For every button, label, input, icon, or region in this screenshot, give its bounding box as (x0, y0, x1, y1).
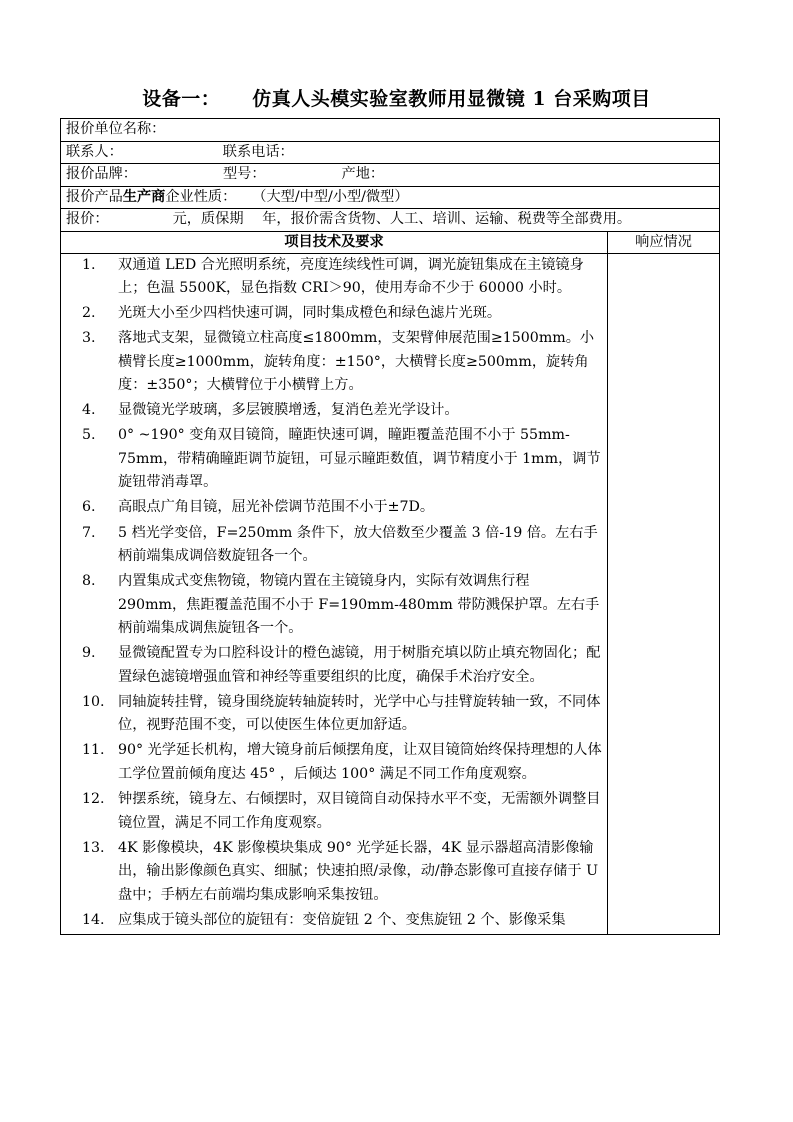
producer-bold: 生产商 (122, 188, 166, 205)
row-header (61, 231, 720, 253)
header-response: 响应情况 (608, 231, 720, 253)
requirement-item (66, 399, 602, 423)
producer-suffix: 企业性质： (165, 188, 237, 205)
requirement-number: 10. (82, 693, 105, 710)
requirement-number: 13. (82, 839, 105, 856)
requirement-text: 落地式支架，显微镜立柱高度≤1800mm，支架臂伸展范围≥1500mm。小横臂长度≥1000mm，旋转角度：±150°，大横臂长度≥500mm，旋转角度：±350°；大横臂位于小横臂上方。 (118, 330, 595, 394)
requirement-number: 6. (82, 499, 96, 516)
origin-label: 产地： (341, 166, 385, 183)
requirement-item (66, 327, 602, 398)
requirement-item (66, 739, 602, 786)
row-quote-unit (61, 119, 720, 142)
requirements-list (66, 254, 602, 933)
requirement-text: 显微镜光学玻璃，多层镀膜增透，复消色差光学设计。 (118, 402, 459, 419)
requirement-item (66, 424, 602, 495)
requirement-text: 光斑大小至少四档快速可调，同时集成橙色和绿色滤片光斑。 (118, 305, 502, 322)
requirement-text: 内置集成式变焦物镜，物镜内置在主镜镜身内，实际有效调焦行程 290mm，焦距覆盖范围不小于 F=190mm-480mm 带防溅保护罩。左右手柄前端集成调焦旋钮各一个。 (118, 573, 600, 637)
requirement-number: 4. (82, 402, 96, 419)
response-cell (608, 253, 720, 934)
requirement-text: 0° ~190° 变角双目镜筒，瞳距快速可调，瞳距覆盖范围不小于 55mm-75mm，带精确瞳距调节旋钮，可显示瞳距数值，调节精度小于 1mm，调节旋钮带消毒罩。 (118, 427, 601, 491)
producer-types: （大型/中型/小型/微型） (252, 188, 409, 205)
row-brand (61, 164, 720, 187)
requirement-item (66, 302, 602, 326)
requirement-item (66, 570, 602, 641)
requirement-text: 钟摆系统，镜身左、右倾摆时，双目镜筒自动保持水平不变，无需额外调整目镜位置，满足不同工作角度观察。 (118, 791, 601, 831)
contact-label: 联系人： (66, 143, 123, 160)
procurement-table (60, 118, 720, 935)
requirement-number: 14. (82, 911, 105, 928)
requirement-item (66, 496, 602, 520)
row-contact (61, 141, 720, 164)
requirement-item (66, 254, 602, 301)
price-terms: 元，质保期 年，报价需含货物、人工、培训、运输、税费等全部费用。 (172, 211, 632, 228)
requirement-item (66, 691, 602, 738)
requirement-item (66, 642, 602, 689)
requirement-text: 显微镜配置专为口腔科设计的橙色滤镜，用于树脂充填以防止填充物固化；配置绿色滤镜增强血管和神经等重要组织的比度，确保手术治疗安全。 (118, 645, 601, 685)
requirement-number: 3. (82, 330, 96, 347)
requirement-text: 应集成于镜头部位的旋钮有：变倍旋钮 2 个、变焦旋钮 2 个、影像采集 (118, 911, 566, 928)
requirement-number: 8. (82, 573, 96, 590)
requirement-text: 90° 光学延长机构，增大镜身前后倾摆角度，让双目镜筒始终保持理想的人体工学位置前倾角度达 45° ，后倾达 100° 满足不同工作角度观察。 (118, 742, 602, 782)
requirement-item (66, 837, 602, 908)
requirement-text: 双通道 LED 合光照明系统，亮度连续线性可调，调光旋钮集成在主镜镜身上；色温 5500K，显色指数 CRI＞90，使用寿命不少于 60000 小时。 (118, 256, 584, 296)
phone-label: 联系电话： (222, 143, 294, 160)
row-requirements (61, 253, 720, 934)
row-price (61, 209, 720, 232)
requirement-text: 同轴旋转挂臂，镜身围绕旋转轴旋转时，光学中心与挂臂旋转轴一致，不同体位，视野范围不变，可以使医生体位更加舒适。 (118, 693, 601, 734)
header-requirements: 项目技术及要求 (61, 231, 608, 253)
title-name: 仿真人头模实验室教师用显微镜 1 台采购项目 (252, 88, 651, 110)
requirement-number: 11. (82, 742, 105, 759)
requirement-text: 4K 影像模块，4K 影像模块集成 90° 光学延长器，4K 显示器超高清影像输出，输出影像颜色真实、细腻；快速拍照/录像，动/静态影像可直接存储于 U 盘中；手柄左右前端均集成影响采集按钮。 (118, 839, 599, 903)
title-prefix: 设备一： (142, 88, 221, 110)
requirement-number: 1. (82, 256, 96, 273)
requirement-number: 5. (82, 427, 96, 444)
requirement-number: 9. (82, 645, 96, 662)
requirement-item (66, 522, 602, 569)
requirement-text: 5 档光学变倍，F=250mm 条件下，放大倍数至少覆盖 3 倍-19 倍。左右手柄前端集成调倍数旋钮各一个。 (118, 524, 598, 565)
producer-prefix: 报价产品 (66, 188, 123, 205)
requirement-item (66, 788, 602, 835)
price-label: 报价： (66, 211, 109, 228)
requirement-number: 2. (82, 305, 96, 322)
brand-label: 报价品牌： (66, 166, 137, 183)
quote-unit-label: 报价单位名称： (61, 119, 720, 142)
requirement-item (66, 909, 602, 933)
requirement-number: 12. (82, 791, 105, 808)
row-producer (61, 186, 720, 209)
model-label: 型号： (222, 166, 266, 183)
requirement-number: 7. (82, 524, 96, 541)
page-title (0, 84, 793, 111)
requirement-text: 高眼点广角目镜，屈光补偿调节范围不小于±7D。 (118, 499, 435, 516)
